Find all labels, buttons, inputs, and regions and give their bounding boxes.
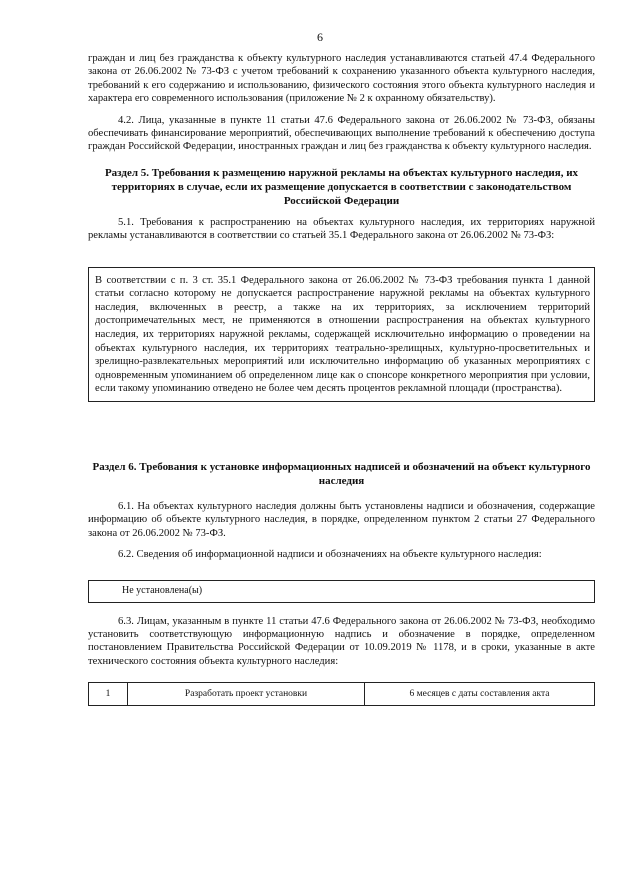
paragraph-6-1: 6.1. На объектах культурного наследия должны быть установлены надписи и обозначения, содержащие информацию об объекте культурного наследия, в порядке, определенном пунктом 2 статьи 27 Федерального закона от 26.06.2002 № 73-ФЗ. xyxy=(88,501,595,539)
paragraph-intro: граждан и лиц без гражданства к объекту культурного наследия устанавливаются статьей 47.4 Федерального закона от 26.06.2002 № 73-ФЗ с учетом требований к сохранению указанного объекта культурного наследия, требований к его содержанию и использованию, физического состояния этого объекта культурного наследия и характера его современного использования (приложение № 2 к охранному обязательству). xyxy=(88,53,595,105)
inscription-status-value: Не установлена(ы) xyxy=(122,585,203,597)
document-body xyxy=(88,52,595,706)
paragraph-6-3: 6.3. Лицам, указанным в пункте 11 статьи 47.6 Федерального закона от 26.06.2002 № 73-ФЗ, необходимо установить соответствующую информационную надпись и обозначение в порядке, определенном постановлением Правительства Российской Федерации от 10.09.2019 № 1178, и в сроки, указанные в акте технического состояния объекта культурного наследия: xyxy=(88,615,595,667)
task-cell: Разработать проект установки xyxy=(128,683,365,706)
paragraph-6-2: 6.2. Сведения об информационной надписи и обозначениях на объекте культурного наследия: xyxy=(118,549,542,561)
inscription-status-box xyxy=(88,580,595,603)
section-6-title: Раздел 6. Требования к установке информационных надписей и обозначений на объект культурного наследия xyxy=(92,461,591,487)
row-number-cell: 1 xyxy=(89,683,128,706)
deadline-cell: 6 месяцев с даты составления акта xyxy=(365,683,595,706)
page-number: 6 xyxy=(317,30,323,44)
paragraph-4-2: 4.2. Лица, указанные в пункте 11 статьи 47.6 Федерального закона от 26.06.2002 № 73-ФЗ, обязаны обеспечивать финансирование мероприятий, обеспечивающих выполнение требований к обеспечению доступа граждан Российской Федерации, иностранных граждан и лиц без гражданства к объекту культурного наследия. xyxy=(88,114,595,153)
advertising-requirements-box xyxy=(88,267,595,402)
paragraph-5-1: 5.1. Требования к распространению на объектах культурного наследия, их территориях наружной рекламы устанавливаются в соответствии со статьей 35.1 Федерального закона от 26.06.2002 № 73-ФЗ: xyxy=(88,216,595,242)
box-text: В соответствии с п. 3 ст. 35.1 Федерального закона от 26.06.2002 № 73-ФЗ требования пункта 1 данной статьи согласно которому не допускается распространение наружной рекламы на объектах культурного наследия, включенных в реестр, а также на их территориях, за исключением территорий достопримечательных мест, не применяются в отношении распространения на объектах культурного наследия, их территориях наружной рекламы, содержащей исключительно информацию о проведении на объектах культурного наследия, их территориях театрально-зрелищных, культурно-просветительных и зрелищно-развлекательных мероприятий или исключительно информацию об указанных мероприятиях с одновременным упоминанием об определенном лице как о спонсоре конкретного мероприятия при условии, если такому упоминанию отведено не более чем десять процентов рекламной площади (пространства). xyxy=(95,274,590,395)
table-row xyxy=(89,683,595,706)
action-table xyxy=(88,682,595,706)
section-5-title: Раздел 5. Требования к размещению наружной рекламы на объектах культурного наследия, их территориях в случае, если их размещение допускается в соответствии с законодательством Российской Федерации xyxy=(104,166,579,207)
